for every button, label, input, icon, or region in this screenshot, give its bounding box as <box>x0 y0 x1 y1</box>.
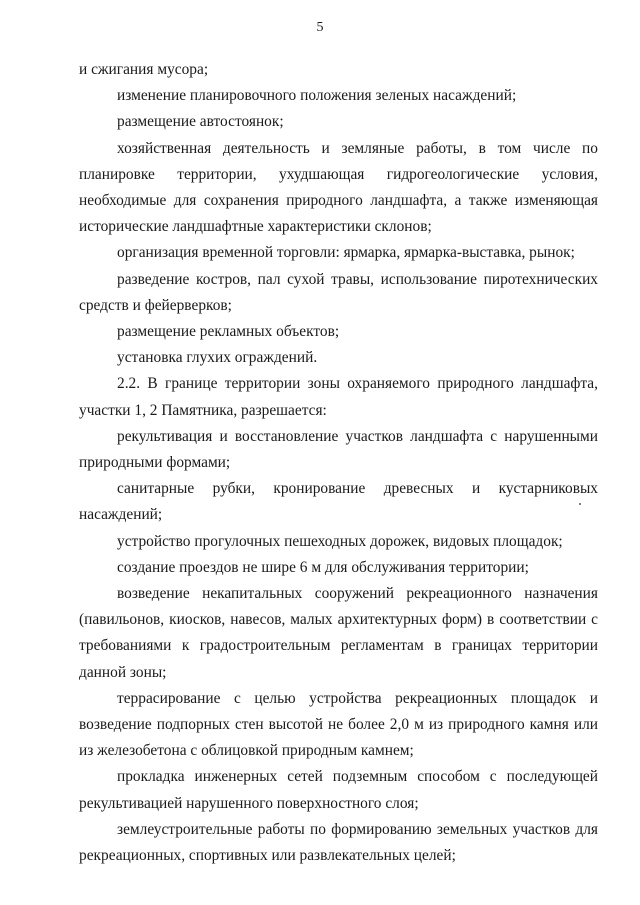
paragraph-sanitary-cutting: санитарные рубки, кронирование древесных и кустарниковых насаждений; <box>79 480 598 524</box>
paragraph-reclamation: рекультивация и восстановление участков ландшафта с нарушенными природными формами; <box>79 427 598 472</box>
paragraph-fragment-mus: и сжигания мусора; <box>79 61 209 78</box>
scan-speck <box>579 503 581 505</box>
document-body <box>79 57 598 869</box>
paragraph-section-2-2: 2.2. В границе территории зоны охраняемого природного ландшафта, участки 1, 2 Памятника, разрешается: <box>79 375 598 419</box>
page-number: 5 <box>316 20 324 35</box>
paragraph-land-surveying: землеустроительные работы по формированию земельных участков для рекреационных, спортивных или развлекательных целей; <box>79 820 598 865</box>
paragraph-solid-fences: установка глухих ограждений. <box>117 349 318 367</box>
paragraph-earthworks: хозяйственная деятельность и земляные работы, в том числе по планировке территории, ухудшающая гидрогеологические условия, необходимые для сохранения природного ландшафта, а также изменяющая исторические ландшафтные характеристики склонов; <box>79 139 598 236</box>
paragraph-parking: размещение автостоянок; <box>117 113 284 131</box>
paragraph-terracing: террасирование с целью устройства рекреационных площадок и возведение подпорных стен высотой не более 2,0 м из природного камня или из железобетона с облицовкой природным камнем; <box>79 689 598 760</box>
paragraph-change-greenery: изменение планировочного положения зеленых насаждений; <box>117 87 517 105</box>
paragraph-driveways: создание проездов не шире 6 м для обслуживания территории; <box>117 558 529 576</box>
paragraph-walkways: устройство прогулочных пешеходных дорожек, видовых площадок; <box>117 532 563 550</box>
paragraph-fires-fireworks: разведение костров, пал сухой травы, использование пиротехнических средств и фейерверков; <box>79 270 598 314</box>
paragraph-advertising: размещение рекламных объектов; <box>117 323 340 341</box>
paragraph-temporary-trade: организация временной торговли: ярмарка, ярмарка-выставка, рынок; <box>117 244 575 262</box>
paragraph-temporary-structures: возведение некапитальных сооружений рекреационного назначения (павильонов, киосков, навесов, малых архитектурных форм) в соответствии с требованиями к градостроительным регламентам в границах территории данной зоны; <box>79 585 598 681</box>
paragraph-utility-networks: прокладка инженерных сетей подземным способом с последующей рекультивацией нарушенного поверхностного слоя; <box>79 768 598 812</box>
